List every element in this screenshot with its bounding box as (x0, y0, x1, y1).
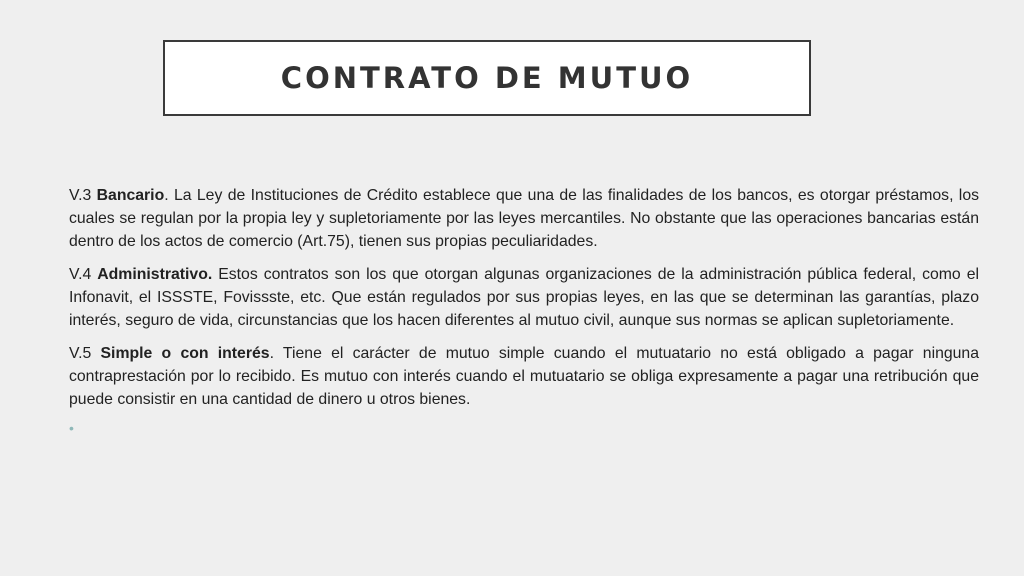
paragraph-number: V.3 (69, 187, 92, 204)
paragraph-number: V.5 (69, 345, 92, 362)
paragraph-text: Tiene el carácter de mutuo simple cuando el mutuatario no está obligado a pagar ninguna contraprestación por lo recibido. Es mutuo con interés cuando el mutuatario se obliga expresamente a pagar una retribución que puede consistir en una cantidad de dinero u otros bienes. (69, 345, 980, 408)
paragraph-term: Bancario (96, 187, 165, 204)
paragraph-term-punct: . (164, 187, 169, 204)
paragraph-text: Estos contratos son los que otorgan algunas organizaciones de la administración pública federal, como el Infonavit, el ISSSTE, Fovissste, etc. Que están regulados por sus propias leyes, en las que se determinan las garantías, plazo interés, seguro de vida, circunstancias que los hacen diferentes al mutuo civil, aunque sus normas se aplican supletoriamente. (69, 266, 979, 329)
paragraph-v3 (69, 184, 979, 253)
paragraph-v5 (69, 342, 979, 411)
paragraph-v4 (69, 263, 979, 332)
paragraph-term: Simple o con interés (100, 345, 270, 362)
empty-bullet: • (69, 420, 74, 436)
slide-content (69, 184, 979, 435)
paragraph-term: Administrativo. (97, 266, 213, 283)
title-box (163, 40, 811, 116)
slide-title: CONTRATO DE MUTUO (280, 61, 694, 95)
paragraph-term-punct: . (269, 345, 274, 362)
paragraph-text: La Ley de Instituciones de Crédito establece que una de las finalidades de los bancos, es otorgar préstamos, los cuales se regulan por la propia ley y supletoriamente por las leyes mercantiles. No obstante que las operaciones bancarias están dentro de los actos de comercio (Art.75), tienen sus propias peculiaridades. (69, 187, 980, 250)
paragraph-number: V.4 (69, 266, 92, 283)
